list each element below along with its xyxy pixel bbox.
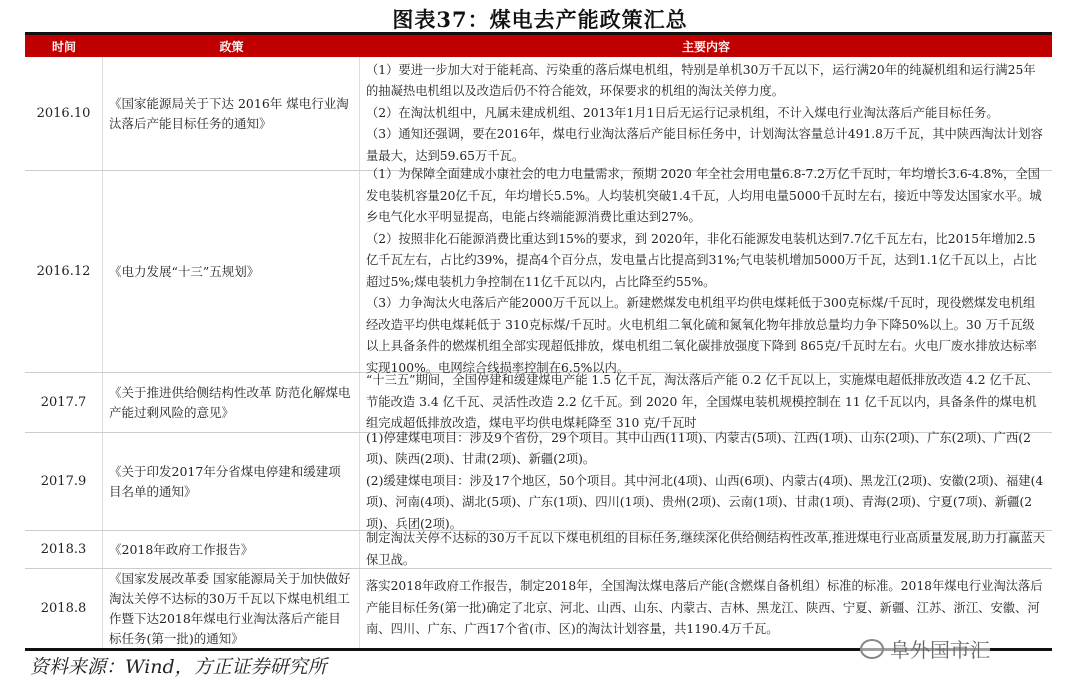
row-time: 2017.7 [25,373,103,432]
row-time: 2016.12 [25,171,103,372]
content-paragraph: （3）力争淘汰火电落后产能2000万千瓦以上。新建燃煤发电机组平均供电煤耗低于300克标煤/千瓦时，现役燃煤发电机组经改造平均供电煤耗低于 310克标煤/千瓦时。火电机组二氧化硫和氮氧化物年排放总量均力争下降50%以上。30 万千瓦级以上具备条件的燃煤机组全部实现超低排放，煤电机组二氧化碳排放强度下降到 865克/千瓦时左右。火电厂废水排放达标率实现100%。电网综合线损率控制在6.5%以内。 [366,296,1037,375]
content-paragraph: （2）按照非化石能源消费比重达到15%的要求，到 2020年，非化石能源发电装机达到7.7亿千瓦左右，比2015年增加2.5亿千瓦左右，占比约39%，提高4个百分点，发电量占比提高到31%;气电装机增加5000万千瓦，达到1.1亿千瓦以上，占比超过5%;煤电装机力争控制在11亿千瓦以内，占比降至约55%。 [366,231,1037,289]
content-paragraph: （3）通知还强调，要在2016年，煤电行业淘汰落后产能目标任务中，计划淘汰容量总计491.8万千瓦，其中陕西淘汰计划容量最大，达到59.65万千瓦。 [366,127,1043,163]
table-header [25,35,1052,57]
content-paragraph: （1）为保障全面建成小康社会的电力电量需求，预期 2020 年全社会用电量6.8-7.2万亿千瓦时，年均增长3.6-4.8%，全国发电装机容量20亿千瓦，年均增长5.5%。人均装机突破1.4千瓦，人均用电量5000千瓦时左右，接近中等发达国家水平。城乡电气化水平明显提高，电能占终端能源消费比重达到27%。 [366,167,1042,224]
wechat-icon [860,639,884,659]
content-paragraph: (1)停建煤电项目：涉及9个省份，29个项目。其中山西(11项)、内蒙古(5项)、江西(1项)、山东(2项)、广东(2项)、广西(2项)、陕西(2项)、甘肃(2项)、新疆(2项)。 [366,430,1031,467]
watermark [860,634,990,663]
source-note: 资料来源：Wind，方正证券研究所 [30,656,327,678]
table-row [25,57,1052,171]
row-policy: 《国家发展改革委 国家能源局关于加快做好淘汰关停不达标的30万千瓦以下煤电机组工作暨下达2018年煤电行业淘汰落后产能目标任务(第一批)的通知》 [103,569,360,648]
row-content [360,167,1052,375]
row-content [360,531,1052,568]
row-time: 2018.3 [25,531,103,568]
row-content [360,373,1052,432]
table-row [25,430,1052,531]
table-row [25,373,1052,433]
table-row [25,167,1052,375]
header-time: 时间 [51,39,76,54]
row-time: 2017.9 [25,433,103,530]
row-policy: 《国家能源局关于下达 2016年 煤电行业淘汰落后产能目标任务的通知》 [103,57,360,170]
content-paragraph: （2）在淘汰机组中，凡属未建成机组、2013年1月1日后无运行记录机组，不计入煤电行业淘汰落后产能目标任务。 [366,105,999,120]
policy-table [25,32,1052,649]
page-title: 图表37：煤电去产能政策汇总 [392,7,688,32]
header-policy: 政策 [219,39,244,54]
row-policy: 《2018年政府工作报告》 [103,531,360,568]
header-content: 主要内容 [681,39,730,54]
content-paragraph: 制定淘汰关停不达标的30万千瓦以下煤电机组的目标任务,继续深化供给侧结构性改革,推进煤电行业高质量发展,助力打赢蓝天保卫战。 [366,531,1046,567]
content-paragraph: 落实2018年政府工作报告，制定2018年，全国淘汰煤电落后产能(含燃煤自备机组）标准的标准。2018年煤电行业淘汰落后产能目标任务(第一批)确定了北京、河北、山西、山东、内蒙古、吉林、黑龙江、陕西、宁夏、新疆、江苏、浙江、安徽、河南、四川、广东、广西17个省(市、区)的淘汰计划容量，共1190.4万千瓦。 [366,579,1043,637]
content-paragraph: （1）要进一步加大对于能耗高、污染重的落后煤电机组，特别是单机30万千瓦以下，运行满20年的纯凝机组和运行满25年的抽凝热电机组以及改造后仍不符合能效，环保要求的机组的淘汰关停力度。 [366,62,1036,99]
row-time: 2016.10 [25,57,103,170]
content-paragraph: (2)缓建煤电项目：涉及17个地区，50个项目。其中河北(4项)、山西(6项)、内蒙古(4项)、黑龙江(2项)、安徽(2项)、福建(4项)、河南(4项)、湖北(5项)、广东(1项)、四川(1项)、贵州(2项)、云南(1项)、甘肃(1项)、青海(2项)、宁夏(7项)、新疆(2项)、兵团(2项)。 [366,473,1044,531]
row-content [360,57,1052,170]
content-paragraph: “十三五”期间，全国停建和缓建煤电产能 1.5 亿千瓦，淘汰落后产能 0.2 亿千瓦以上，实施煤电超低排放改造 4.2 亿千瓦、节能改造 3.4 亿千瓦、灵活性改造 2.2 亿千瓦。到 2020 年，全国煤电装机规模控制在 11 亿千瓦以内，具备条件的煤电机组完成超低排放改造，煤电平均供电煤耗降至 310 克/千瓦时 [366,373,1039,431]
row-time: 2018.8 [25,569,103,648]
row-content [360,430,1052,531]
table-row [25,531,1052,569]
watermark-text: 阜外国市汇 [890,638,990,662]
row-policy: 《关于推进供给侧结构性改革 防范化解煤电产能过剩风险的意见》 [103,373,360,432]
row-policy: 《关于印发2017年分省煤电停建和缓建项目名单的通知》 [103,433,360,530]
row-policy: 《电力发展“十三”五规划》 [103,171,360,372]
